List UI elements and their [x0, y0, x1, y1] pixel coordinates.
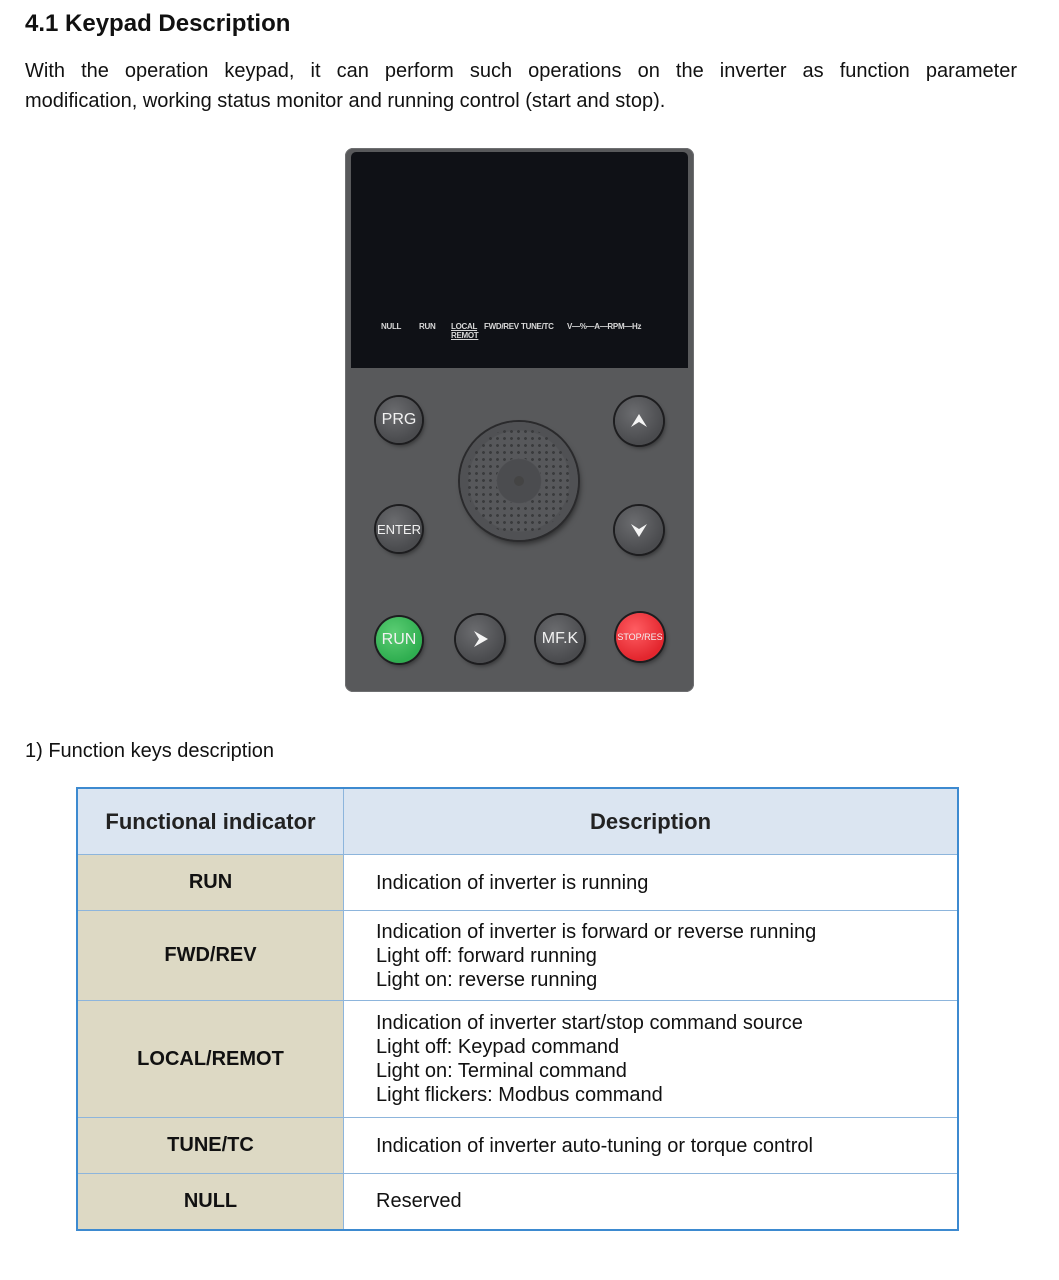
description-line: Indication of inverter is forward or reverse running: [376, 920, 817, 943]
description-cell: [344, 1174, 959, 1230]
indicator-cell: TUNE/TC: [77, 1118, 344, 1174]
intro-line-2: modification, working status monitor and running control (start and stop).: [25, 90, 666, 112]
description-cell: [344, 1118, 959, 1174]
run-button: RUN: [376, 617, 422, 663]
table-header-row: [77, 788, 958, 855]
up-button: [615, 397, 663, 445]
indicator-run: RUN: [419, 322, 436, 331]
mfk-button: MF.K: [536, 615, 584, 663]
indicator-remot: REMOT: [451, 331, 479, 340]
intro-line-1: With the operation keypad, it can perform such operations on the inverter as function parameter: [25, 60, 1017, 82]
table-row: [77, 911, 958, 1001]
indicator-local-remot: [451, 322, 478, 340]
description-cell: [344, 1001, 959, 1118]
down-button: [615, 506, 663, 554]
intro-paragraph: [25, 56, 1017, 116]
keypad-image: [345, 148, 694, 692]
enter-button: ENTER: [376, 506, 422, 552]
knob-center: [514, 476, 524, 486]
keypad-display: [351, 152, 688, 368]
indicator-local: LOCAL: [451, 322, 478, 331]
dial-knob: [460, 422, 578, 540]
chevron-down-icon: [627, 518, 651, 542]
indicator-cell: LOCAL/REMOT: [77, 1001, 344, 1118]
section-subheading: 1) Function keys description: [25, 740, 275, 762]
shift-button: [456, 615, 504, 663]
indicator-tune-tc: TUNE/TC: [521, 322, 554, 331]
prg-button: PRG: [376, 397, 422, 443]
description-line: Reserved: [376, 1190, 462, 1213]
description-line: Indication of inverter start/stop command source: [376, 1012, 803, 1034]
description-cell: [344, 855, 959, 911]
chevron-right-icon: [468, 627, 492, 651]
page-title: 4.1 Keypad Description: [25, 10, 291, 37]
description-line: Indication of inverter auto-tuning or torque control: [376, 1134, 813, 1157]
description-line: Light flickers: Modbus command: [376, 1084, 663, 1106]
description-line: Light off: forward running: [376, 944, 597, 967]
indicator-null: NULL: [381, 322, 402, 331]
description-line: Indication of inverter is running: [376, 871, 649, 894]
table-row: [77, 855, 958, 911]
indicator-fwd-rev: FWD/REV: [484, 322, 519, 331]
description-line: Light on: Terminal command: [376, 1060, 627, 1082]
description-line: Light on: reverse running: [376, 968, 598, 991]
header-description: Description: [344, 788, 959, 855]
stop-reset-button: STOP/RES: [616, 613, 664, 661]
table-row: [77, 1174, 958, 1230]
description-cell: [344, 911, 959, 1001]
description-line: Light off: Keypad command: [376, 1036, 620, 1058]
indicator-cell: RUN: [77, 855, 344, 911]
header-functional-indicator: Functional indicator: [77, 788, 344, 855]
indicator-cell: FWD/REV: [77, 911, 344, 1001]
table-row: [77, 1001, 958, 1118]
table-row: [77, 1118, 958, 1174]
chevron-up-icon: [627, 409, 651, 433]
function-keys-table: [76, 787, 959, 1231]
indicator-units: V—%—A—RPM—Hz: [567, 322, 642, 331]
indicator-cell: NULL: [77, 1174, 344, 1230]
